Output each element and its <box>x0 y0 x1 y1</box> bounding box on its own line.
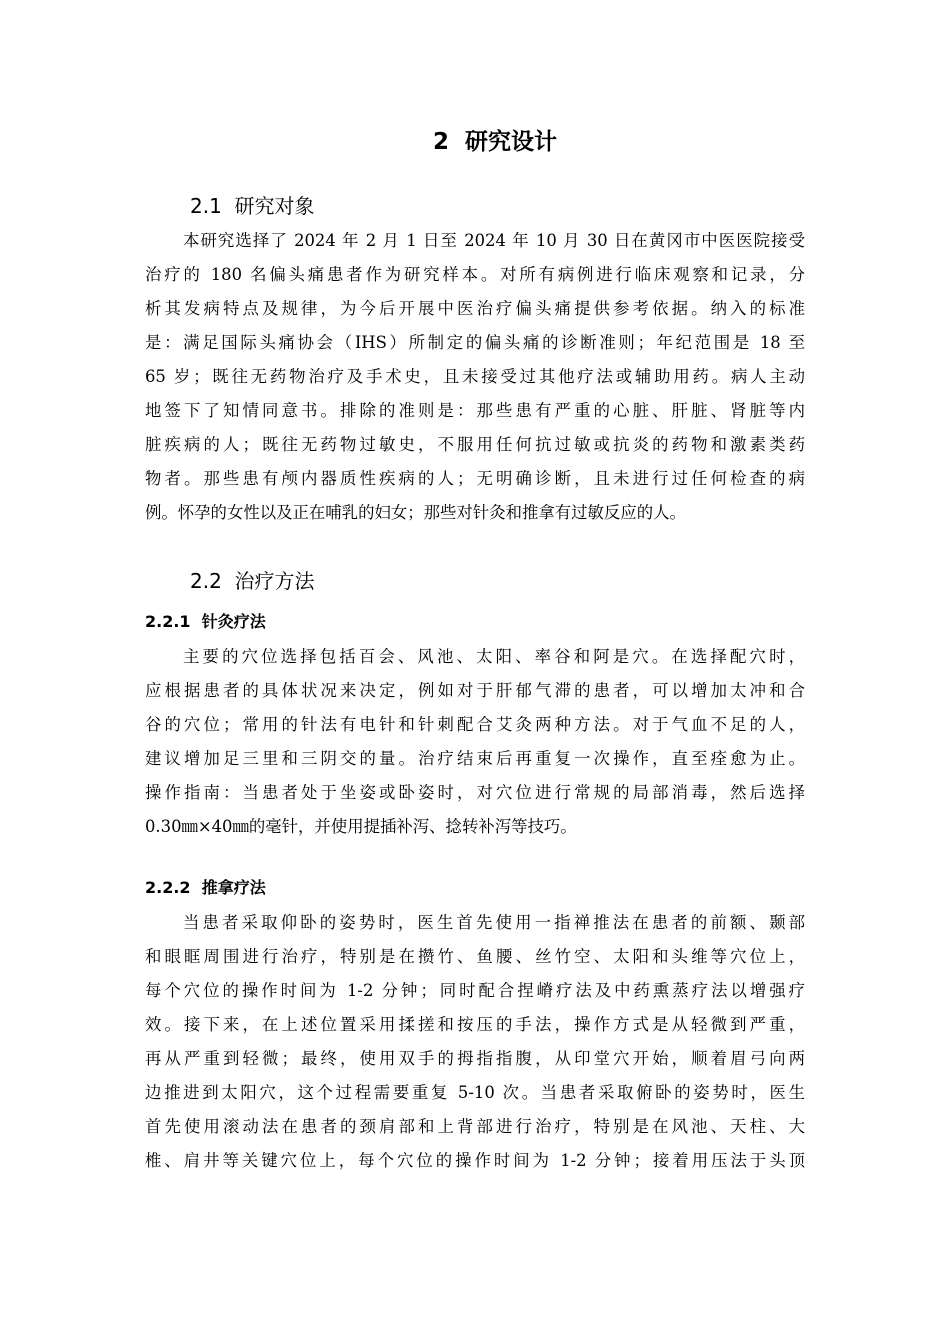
paragraph-line: 例。怀孕的女性以及正在哺乳的妇女；那些对针灸和推拿有过敏反应的人。 <box>145 503 686 522</box>
paragraph-line: 是：满足国际头痛协会（IHS）所制定的偏头痛的诊断准则；年纪范围是 18 至 <box>145 333 805 352</box>
paragraph-line: 谷的穴位；常用的针法有电针和针刺配合艾灸两种方法。对于气血不足的人， <box>145 715 805 734</box>
section-heading-2-2-1: 2.2.1 针灸疗法 <box>145 612 266 631</box>
paragraph-line: 椎、肩井等关键穴位上，每个穴位的操作时间为 1-2 分钟；接着用压法于头顶 <box>145 1151 805 1170</box>
paragraph-massage <box>145 906 805 1178</box>
section-heading-2-1: 2.1 研究对象 <box>190 194 315 218</box>
paragraph-line: 操作指南：当患者处于坐姿或卧姿时，对穴位进行常规的局部消毒，然后选择 <box>145 783 805 802</box>
paragraph-line: 每个穴位的操作时间为 1-2 分钟；同时配合捏嵴疗法及中药熏蒸疗法以增强疗 <box>145 981 805 1000</box>
paragraph-line: 析其发病特点及规律，为今后开展中医治疗偏头痛提供参考依据。纳入的标准 <box>145 299 805 318</box>
paragraph-line: 物者。那些患有颅内器质性疾病的人；无明确诊断，且未进行过任何检查的病 <box>145 469 805 488</box>
paragraph-line: 脏疾病的人；既往无药物过敏史，不服用任何抗过敏或抗炎的药物和激素类药 <box>145 435 805 454</box>
chapter-title: 2 研究设计 <box>432 129 558 155</box>
section-heading-2-2-2: 2.2.2 推拿疗法 <box>145 878 266 897</box>
paragraph-line: 主要的穴位选择包括百会、风池、太阳、率谷和阿是穴。在选择配穴时， <box>183 647 805 666</box>
paragraph-line: 治疗的 180 名偏头痛患者作为研究样本。对所有病例进行临床观察和记录，分 <box>145 265 805 284</box>
paragraph-line: 本研究选择了 2024 年 2 月 1 日至 2024 年 10 月 30 日在黄冈市中医医院接受 <box>183 231 805 250</box>
paragraph-line: 和眼眶周围进行治疗，特别是在攒竹、鱼腰、丝竹空、太阳和头维等穴位上， <box>145 947 805 966</box>
paragraph-line: 边推进到太阳穴，这个过程需要重复 5-10 次。当患者采取俯卧的姿势时，医生 <box>145 1083 805 1102</box>
paragraph-line: 应根据患者的具体状况来决定，例如对于肝郁气滞的患者，可以增加太冲和合 <box>145 681 805 700</box>
paragraph-line: 效。接下来，在上述位置采用揉搓和按压的手法，操作方式是从轻微到严重， <box>145 1015 805 1034</box>
paragraph-line: 首先使用滚动法在患者的颈肩部和上背部进行治疗，特别是在风池、天柱、大 <box>145 1117 805 1136</box>
paragraph-line: 当患者采取仰卧的姿势时，医生首先使用一指禅推法在患者的前额、颞部 <box>183 913 805 932</box>
section-heading-2-2: 2.2 治疗方法 <box>190 569 315 593</box>
paragraph-research-subjects <box>145 224 805 530</box>
paragraph-line: 地签下了知情同意书。排除的准则是：那些患有严重的心脏、肝脏、肾脏等内 <box>145 401 805 420</box>
paragraph-line: 65 岁；既往无药物治疗及手术史，且未接受过其他疗法或辅助用药。病人主动 <box>145 367 805 386</box>
paragraph-acupuncture <box>145 640 805 844</box>
paragraph-line: 0.30㎜×40㎜的毫针，并使用提插补泻、捻转补泻等技巧。 <box>145 817 577 836</box>
paragraph-line: 再从严重到轻微；最终，使用双手的拇指指腹，从印堂穴开始，顺着眉弓向两 <box>145 1049 805 1068</box>
paragraph-line: 建议增加足三里和三阴交的量。治疗结束后再重复一次操作，直至痊愈为止。 <box>145 749 805 768</box>
